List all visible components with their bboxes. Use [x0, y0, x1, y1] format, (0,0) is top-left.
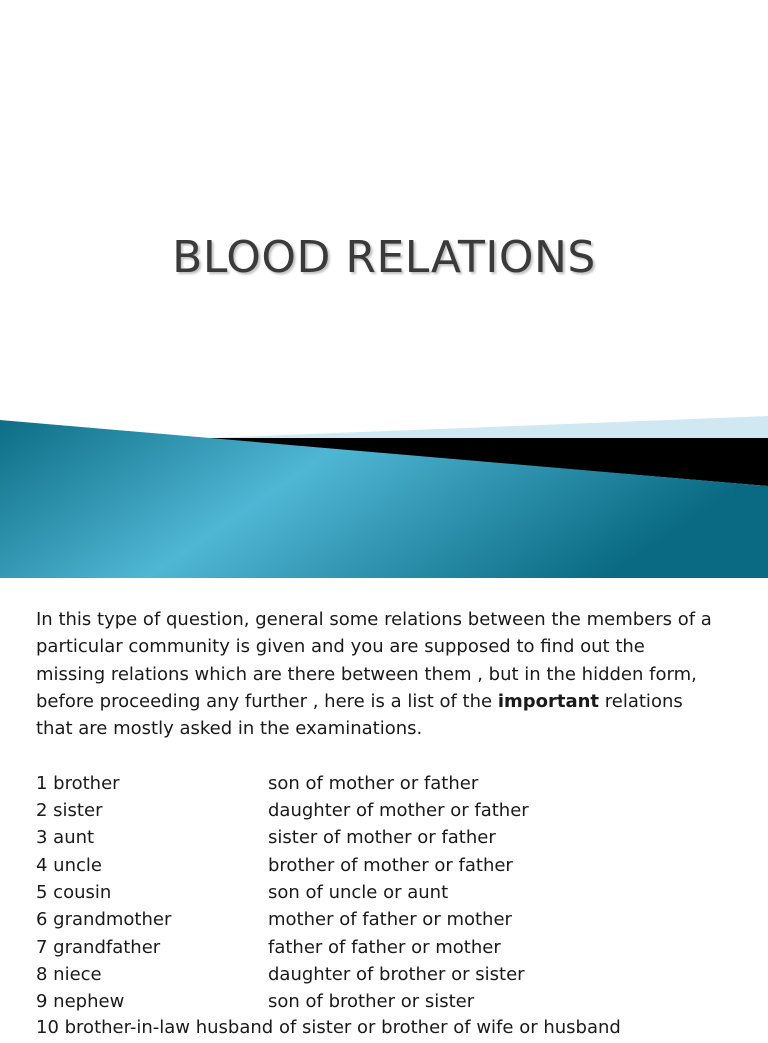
- decorative-banner: [0, 410, 768, 578]
- relation-row: [36, 934, 756, 961]
- relation-definition: daughter of mother or father: [268, 800, 529, 822]
- relation-row: [36, 961, 756, 988]
- paragraph-spacer: [36, 742, 756, 769]
- intro-line-3: missing relations which are there between them , but in the hidden form,: [36, 663, 697, 685]
- intro-line-4: [36, 688, 756, 715]
- relation-definition: son of uncle or aunt: [268, 881, 449, 903]
- relation-term: 7 grandfather: [36, 936, 161, 958]
- relation-row: [36, 879, 756, 906]
- relation-definition: son of brother or sister: [268, 991, 475, 1013]
- relations-list: [36, 770, 756, 1016]
- relation-row: [36, 824, 756, 851]
- relation-definition: brother of mother or father: [268, 854, 513, 876]
- relation-definition: mother of father or mother: [268, 909, 512, 931]
- slide-title: BLOOD RELATIONS: [172, 232, 596, 283]
- banner-pale-stripe: [210, 416, 768, 440]
- relations-content: [36, 606, 756, 1015]
- relation-term: 1 brother: [36, 772, 120, 794]
- relation-term: 4 uncle: [36, 854, 102, 876]
- intro-line-4-start: before proceeding any further , here is a list of the: [36, 690, 498, 712]
- relation-term: 9 nephew: [36, 991, 125, 1013]
- relation-row: [36, 988, 756, 1015]
- intro-line-2: particular community is given and you are supposed to find out the: [36, 636, 645, 658]
- relation-row: [36, 906, 756, 933]
- relation-term: 5 cousin: [36, 881, 112, 903]
- intro-paragraph: [36, 606, 756, 742]
- cut-off-text: 10 brother-in-law husband of sister or brother of wife or husband: [36, 1017, 621, 1038]
- relation-term: 3 aunt: [36, 827, 95, 849]
- cut-off-line: [36, 1016, 756, 1038]
- relation-term: 2 sister: [36, 800, 103, 822]
- intro-line-1: In this type of question, general some relations between the members of a: [36, 609, 712, 630]
- relation-definition: son of mother or father: [268, 772, 479, 794]
- relation-definition: sister of mother or father: [268, 827, 496, 849]
- relation-row: [36, 770, 756, 797]
- intro-line-4-end: relations: [599, 690, 683, 712]
- intro-line-5: that are mostly asked in the examinations.: [36, 718, 423, 740]
- relation-definition: daughter of brother or sister: [268, 963, 525, 985]
- relation-term: 8 niece: [36, 963, 102, 985]
- relation-row: [36, 797, 756, 824]
- relation-term: 6 grandmother: [36, 909, 172, 931]
- relation-row: [36, 852, 756, 879]
- relation-definition: father of father or mother: [268, 936, 501, 958]
- important-emphasis: important: [497, 690, 600, 712]
